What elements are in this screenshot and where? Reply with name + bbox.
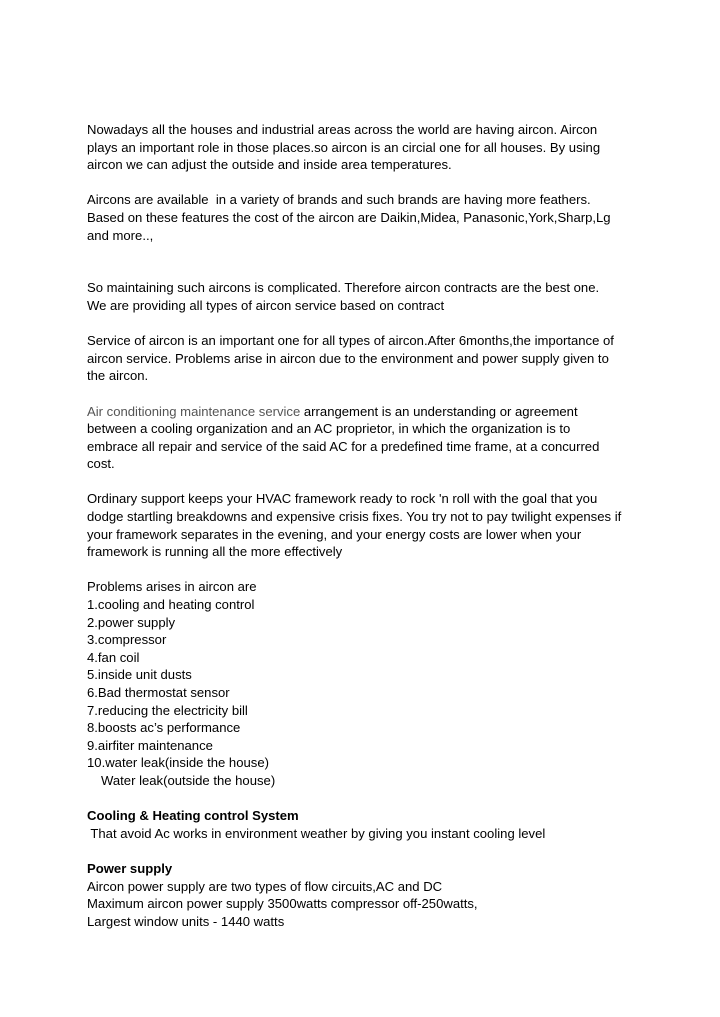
text-line: and more..,	[87, 227, 154, 243]
list-item: 2.power supply	[87, 614, 176, 630]
spacer	[87, 174, 647, 192]
problems-list	[87, 578, 647, 789]
text-line: Nowadays all the houses and industrial areas across the world are having aircon. Aircon	[87, 122, 598, 137]
text-line: framework is running all the more effectively	[87, 544, 343, 560]
spacer	[87, 561, 647, 579]
text-line: Maximum aircon power supply 3500watts compressor off-250watts,	[87, 896, 478, 912]
text-line: aircon service. Problems arise in aircon due to the environment and power supply given to	[87, 350, 609, 366]
text-line: dodge startling breakdowns and expensive crisis fixes. You try not to pay twilight expenses if	[87, 509, 622, 525]
list-item: 1.cooling and heating control	[87, 597, 255, 613]
list-item: 10.water leak(inside the house)	[87, 755, 269, 771]
list-item: 6.Bad thermostat sensor	[87, 685, 230, 700]
problems-heading: Problems arises in aircon are	[87, 579, 257, 595]
section-heading: Power supply	[87, 860, 173, 876]
spacer	[87, 385, 647, 403]
text-line: Ordinary support keeps your HVAC framework ready to rock 'n roll with the goal that you	[87, 491, 598, 507]
text-line: That avoid Ac works in environment weather by giving you instant cooling level	[87, 825, 546, 841]
spacer	[87, 244, 647, 279]
text-line: your framework separates in the evening, and your energy costs are lower when your	[87, 526, 582, 542]
text-line: Service of aircon is an important one for all types of aircon.After 6months,the importance of	[87, 333, 614, 349]
list-item: 7.reducing the electricity bill	[87, 702, 248, 718]
paragraph-hvac	[87, 490, 647, 560]
text-line: Aircon power supply are two types of flow circuits,AC and DC	[87, 878, 443, 894]
list-item: 5.inside unit dusts	[87, 667, 192, 683]
paragraph-brands	[87, 191, 647, 244]
paragraph-service	[87, 332, 647, 385]
text-line: Aircons are available in a variety of brands and such brands are having more feathers.	[87, 192, 591, 208]
text-line: embrace all repair and service of the said AC for a predefined time frame, at a concurred	[87, 438, 600, 454]
maintenance-service-link[interactable]: Air conditioning maintenance service	[87, 403, 301, 419]
list-item: 9.airfiter maintenance	[87, 737, 213, 753]
text-line: Largest window units - 1440 watts	[87, 913, 285, 929]
list-item: 4.fan coil	[87, 649, 140, 665]
cooling-section	[87, 807, 647, 842]
spacer	[87, 315, 647, 333]
list-sub-item: Water leak(outside the house)	[101, 772, 276, 788]
paragraph-intro	[87, 121, 647, 174]
power-section	[87, 860, 647, 930]
section-heading: Cooling & Heating control System	[87, 808, 299, 824]
spacer	[87, 473, 647, 491]
list-item: 3.compressor	[87, 632, 167, 648]
text-line: between a cooling organization and an AC proprietor, in which the organization is to	[87, 421, 571, 437]
spacer	[87, 790, 647, 808]
text-line	[87, 403, 647, 421]
text-line: cost.	[87, 456, 115, 472]
text-fragment: arrangement is an understanding or agreement	[300, 403, 578, 419]
text-line: plays an important role in those places.so aircon is an circial one for all houses. By using	[87, 139, 601, 155]
paragraph-maintenance	[87, 403, 647, 473]
list-item: 8.boosts ac’s performance	[87, 720, 241, 736]
text-line: Based on these features the cost of the aircon are Daikin,Midea, Panasonic,York,Sharp,Lg	[87, 209, 611, 225]
text-line: the aircon.	[87, 368, 149, 384]
spacer	[87, 842, 647, 860]
text-line: We are providing all types of aircon service based on contract	[87, 297, 445, 313]
document-body	[87, 121, 647, 930]
text-line: So maintaining such aircons is complicated. Therefore aircon contracts are the best one.	[87, 280, 600, 296]
paragraph-contracts	[87, 279, 647, 314]
text-line: aircon we can adjust the outside and inside area temperatures.	[87, 157, 452, 173]
